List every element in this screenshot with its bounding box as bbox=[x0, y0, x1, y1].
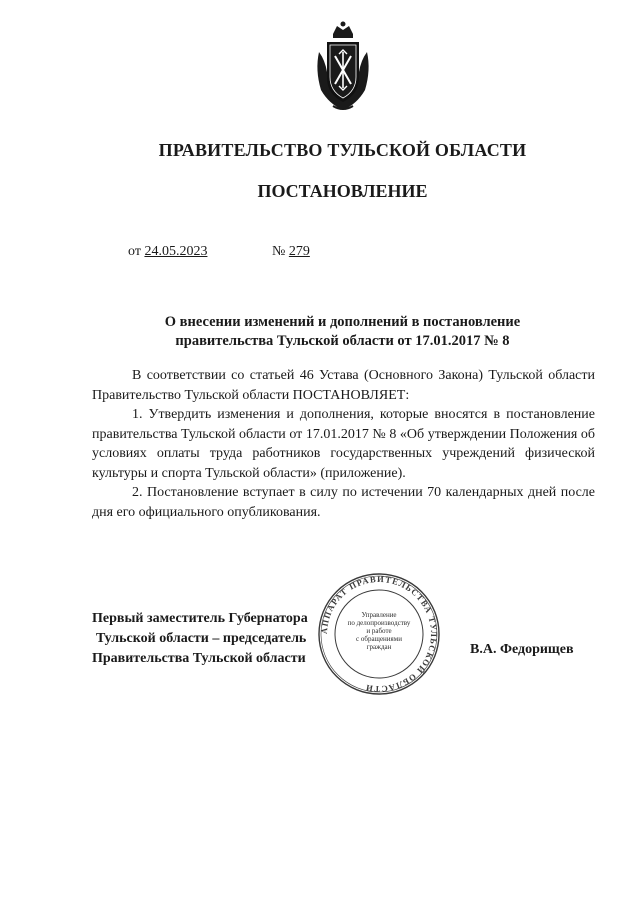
coat-of-arms-icon bbox=[311, 20, 375, 114]
government-title: ПРАВИТЕЛЬСТВО ТУЛЬСКОЙ ОБЛАСТИ bbox=[158, 140, 527, 160]
item-2-paragraph: 2. Постановление вступает в силу по истечении 70 календарных дней после дня его официального опубликования. bbox=[92, 485, 595, 520]
subject-line-2: правительства Тульской области от 17.01.2017 № 8 bbox=[175, 333, 510, 349]
position-line-2: Тульской области – председатель bbox=[96, 631, 307, 646]
date-prefix: от bbox=[128, 244, 141, 259]
date-value: 24.05.2023 bbox=[144, 244, 208, 259]
stamp-inner-line-5: граждан bbox=[366, 643, 392, 651]
stamp-inner-line-4: с обращениями bbox=[356, 635, 402, 643]
stamp-inner-text bbox=[345, 611, 413, 651]
preamble-paragraph: В соответствии со статьей 46 Устава (Основного Закона) Тульской области Правительство Тульской области ПОСТАНОВЛЯЕТ: bbox=[92, 368, 595, 403]
document-subject bbox=[100, 313, 585, 351]
item-1-paragraph: 1. Утвердить изменения и дополнения, которые вносятся в постановление правительства Тульской области от 17.01.2017 № 8 «Об утверждении Положения об условиях оплаты труда работников государственных учреждений физической культуры и спорта Тульской области» (приложение). bbox=[92, 407, 595, 481]
stamp-inner-line-2: по делопроизводству bbox=[347, 619, 411, 627]
number-value: 279 bbox=[288, 244, 310, 259]
stamp-inner-line-1: Управление bbox=[361, 611, 397, 619]
number-prefix: № bbox=[272, 244, 286, 259]
document-type: ПОСТАНОВЛЕНИЕ bbox=[257, 181, 428, 201]
position-line-1: Первый заместитель Губернатора bbox=[92, 611, 308, 626]
position-line-3: Правительства Тульской области bbox=[92, 651, 306, 666]
signatory-name: В.А. Федорищев bbox=[470, 642, 574, 657]
stamp-inner-line-3: и работе bbox=[366, 627, 392, 635]
document-number bbox=[272, 244, 310, 260]
document-body bbox=[92, 366, 595, 522]
stamp-ring-text: АППАРАТ ПРАВИТЕЛЬСТВА ТУЛЬСКОЙ ОБЛАСТИ bbox=[318, 573, 440, 695]
document-date bbox=[128, 244, 207, 260]
subject-line-1: О внесении изменений и дополнений в постановление bbox=[164, 314, 521, 330]
signatory-position bbox=[92, 609, 308, 669]
